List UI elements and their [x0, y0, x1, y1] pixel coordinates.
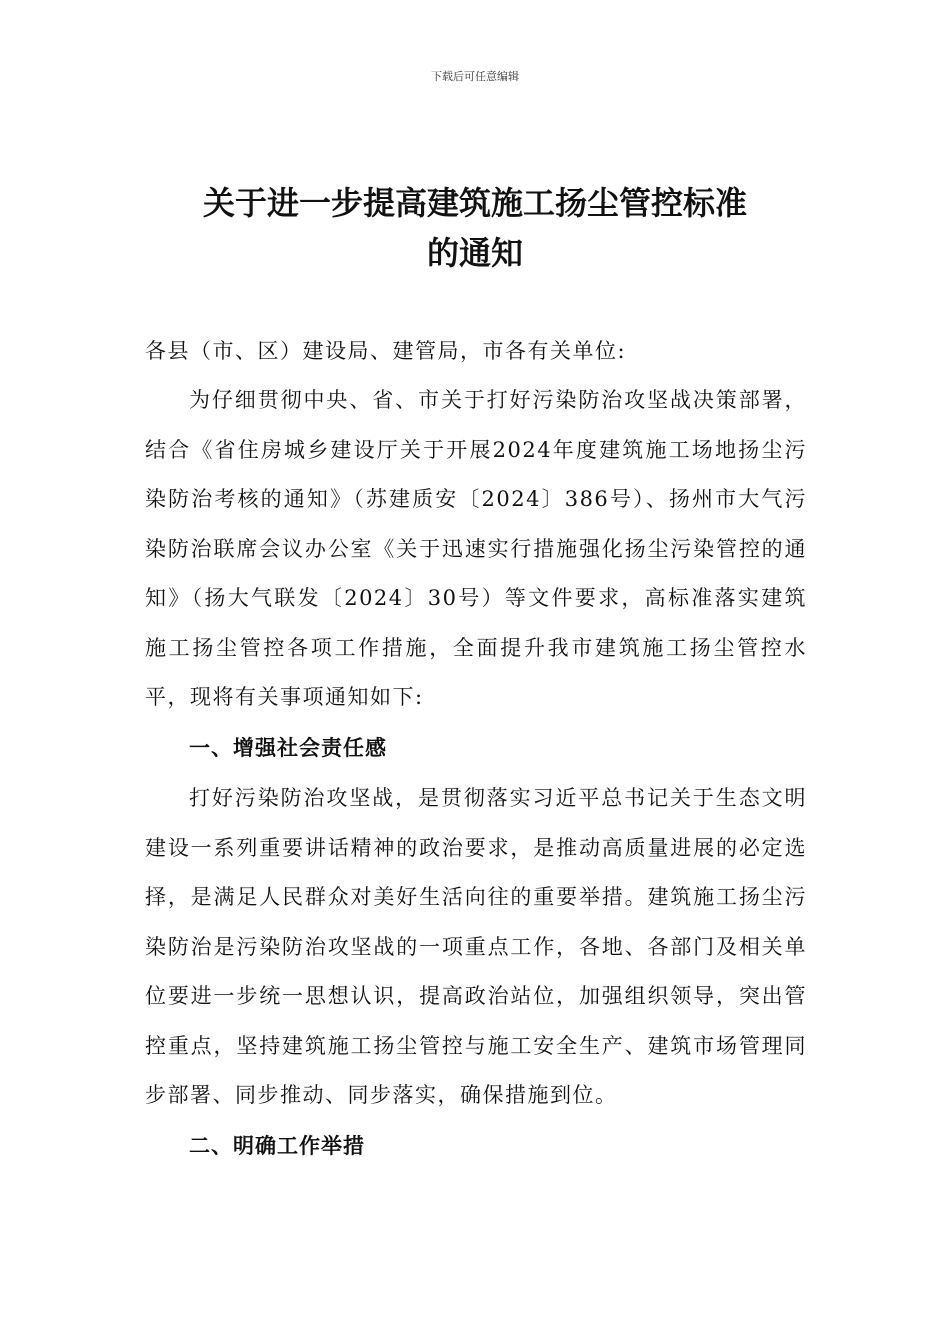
document-title-line-1: 关于进一步提高建筑施工扬尘管控标准: [202, 184, 747, 222]
document-title-line-2: 的通知: [426, 234, 523, 272]
section-heading-2: 二、明确工作举措: [189, 1134, 365, 1158]
intro-paragraph: 为仔细贯彻中央、省、市关于打好污染防治攻坚战决策部署，结合《省住房城乡建设厅关于开展2024年度建筑施工场地扬尘污染防治考核的通知》（苏建质安〔2024〕386号）、扬州市大气污染防治联席会议办公室《关于迅速实行措施强化扬尘污染管控的通知》（扬大气联发〔2024〕30号）等文件要求，高标准落实建筑施工扬尘管控各项工作措施，全面提升我市建筑施工扬尘管控水平，现将有关事项通知如下:: [145, 388, 807, 709]
page-header-note: 下载后可任意编辑: [431, 70, 519, 83]
section-heading-1: 一、增强社会责任感: [189, 736, 387, 760]
section-paragraph-1: 打好污染防治攻坚战，是贯彻落实习近平总书记关于生态文明建设一系列重要讲话精神的政治要求，是推动高质量进展的必定选择，是满足人民群众对美好生活向往的重要举措。建筑施工扬尘污染防治是污染防治攻坚战的一项重点工作，各地、各部门及相关单位要进一步统一思想认识，提高政治站位，加强组织领导，突出管控重点，坚持建筑施工扬尘管控与施工安全生产、建筑市场管理同步部署、同步推动、同步落实，确保措施到位。: [145, 786, 807, 1107]
document-title: [100, 178, 850, 278]
salutation: 各县（市、区）建设局、建管局，市各有关单位:: [145, 339, 627, 363]
